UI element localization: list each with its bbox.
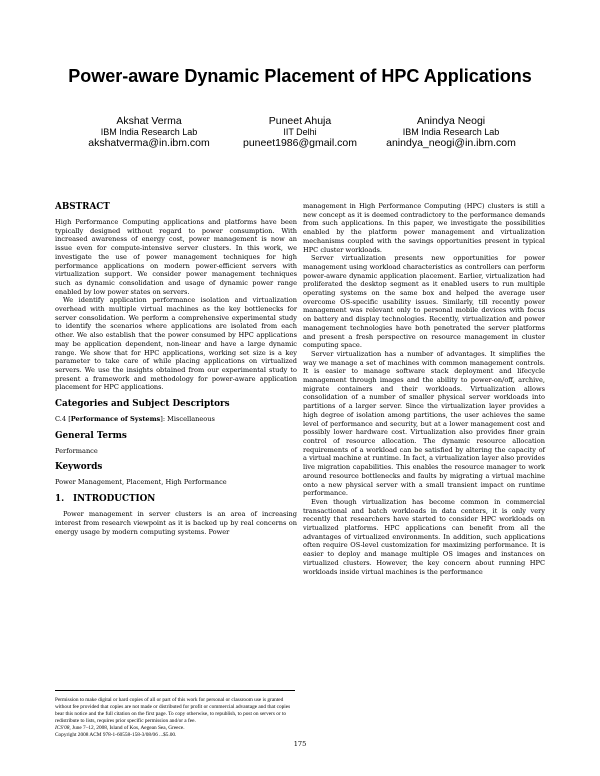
author-name: Puneet Ahuja xyxy=(268,115,332,127)
categories-bold: Performance of Systems xyxy=(70,415,161,424)
keywords-text: Power Management, Placement, High Performance xyxy=(55,478,227,487)
venue-line xyxy=(55,725,295,732)
section-title: INTRODUCTION xyxy=(73,494,156,505)
author-email: anindya_neogi@in.ibm.com xyxy=(386,137,516,149)
categories-suffix: ]: Miscellaneous xyxy=(160,415,215,424)
abstract-heading: ABSTRACT xyxy=(55,202,110,212)
abstract-paragraph: We identify application performance isolation and virtualization overhead with multiple virtual machines as the key bottlenecks for server consolidation. We perform a comprehensive experimental study to identify the scenarios where applications are isolated from each other. We also establish that the power consumed by HPC applications may be application dependent, non-linear and have a large dynamic range. We show that for HPC applications, working set size is a key parameter to take care of while placing applications on virtualized servers. We use the insights obtained from our experimental study to present a framework and methodology for power-aware application placement for HPC applications. xyxy=(55,296,297,392)
introduction-paragraph: Server virtualization presents new opportunities for power management using workload characteristics as controllers can perform power-aware dynamic application placement. Earlier, virtualization had proliferated the desktop segment as it enabled users to run multiple operating systems on the same box and helped the average user overcome OS-specific usability issues. Similarly, till recently power management was relevant only to personal mobile devices with focus on battery and display technologies. Recently, virtualization and power management technologies have both penetrated the server platforms and present a fresh perspective on resource management in cluster computing space. xyxy=(303,254,545,350)
permission-notice xyxy=(55,690,295,738)
introduction-paragraph: Server virtualization has a number of advantages. It simplifies the way we manage a set of machines with common management controls. It is easier to manage software stack deployment and lifecycle management through images and the ability to power-on/off, archive, migrate containers and their workloads. Virtualization allows consolidation of a number of smaller physical server workloads into partitions of a larger server. Since the virtualization layer provides a high degree of isolation among partitions, the user achieves the same level of performance and security, but at a lower management cost and possibly lower hardware cost. Virtualization also provides finer grain control of resource allocation. The dynamic resource allocation requirements of a workload can be satisfied by altering the capacity of a virtual machine at runtime. In fact, a virtualization layer also provides live migration capabilities. This enables the resource manager to work around resource bottlenecks and faults by migrating a virtual machine onto a new physical server with a small transient impact on runtime performance. xyxy=(303,349,545,498)
section-number: 1. xyxy=(55,494,65,505)
introduction-paragraph: management in High Performance Computing (HPC) clusters is still a new concept as it is deemed contradictory to the performance demands from such applications. In this paper, we investigate the possibilities enabled by the platform power management and virtualization mechanisms coupled with the savings opportunities present in typical HPC cluster workloads. xyxy=(303,202,545,254)
author-name: Anindya Neogi xyxy=(416,115,486,127)
introduction-paragraph: Power management in server clusters is an area of increasing interest from research viewpoint as it is backed up by real concerns on energy usage by modern computing systems. Power xyxy=(55,510,297,536)
general-terms-text: Performance xyxy=(55,446,98,455)
venue-details: June 7–12, 2008, Island of Kos, Aegean Sea, Greece. xyxy=(70,724,185,731)
abstract-paragraph: High Performance Computing applications and platforms have been typically designed without regard to power consumption. With increased awareness of energy cost, power management is now an issue even for compute-intensive server clusters. In this work, we investigate the use of power management techniques for high performance applications on modern power-efficient servers with virtualization support. We consider power management techniques such as dynamic consolidation and usage of dynamic power range enabled by low power states on servers. xyxy=(55,218,297,296)
author-affiliation: IIT Delhi xyxy=(283,127,317,137)
copyright-line: Copyright 2008 ACM 978-1-60558-158-3/08/06 ...$5.00. xyxy=(55,731,177,738)
author-block xyxy=(351,116,551,149)
keywords-heading: Keywords xyxy=(55,462,103,473)
author-name: Akshat Verma xyxy=(116,115,182,127)
categories-text xyxy=(55,415,297,424)
venue-name: ICS'08, xyxy=(55,724,71,731)
paper-title: Power-aware Dynamic Placement of HPC Applications xyxy=(68,66,532,86)
permission-text: Permission to make digital or hard copies of all or part of this work for personal or classroom use is granted without fee provided that copies are not made or distributed for profit or commercial advantage and that copies bear this notice and the full citation on the first page. To copy otherwise, to republish, to post on servers or to redistribute to lists, requires prior specific permission and/or a fee. xyxy=(55,697,291,724)
author-email: akshatverma@in.ibm.com xyxy=(88,137,210,149)
page-number: 175 xyxy=(293,740,307,748)
right-column xyxy=(303,202,545,576)
general-terms-heading: General Terms xyxy=(55,430,127,441)
author-email: puneet1986@gmail.com xyxy=(243,137,357,149)
introduction-heading xyxy=(55,494,297,504)
categories-heading: Categories and Subject Descriptors xyxy=(55,399,230,410)
introduction-paragraph: Even though virtualization has become common in commercial transactional and batch workloads in data centers, it is only very recently that researchers have started to consider HPC workloads on virtualized platforms. HPC applications can benefit from all the advantages of virtualized environments. In addition, such applications often require OS-level customization for maximizing performance. It is easier to deploy and manage multiple OS images and instances on virtualized clusters. However, the key concern about running HPC workloads inside virtual machines is the performance xyxy=(303,497,545,576)
author-affiliation: IBM India Research Lab xyxy=(402,127,500,137)
author-affiliation: IBM India Research Lab xyxy=(100,127,198,137)
left-column xyxy=(55,202,297,536)
categories-prefix: C.4 [ xyxy=(55,415,71,424)
